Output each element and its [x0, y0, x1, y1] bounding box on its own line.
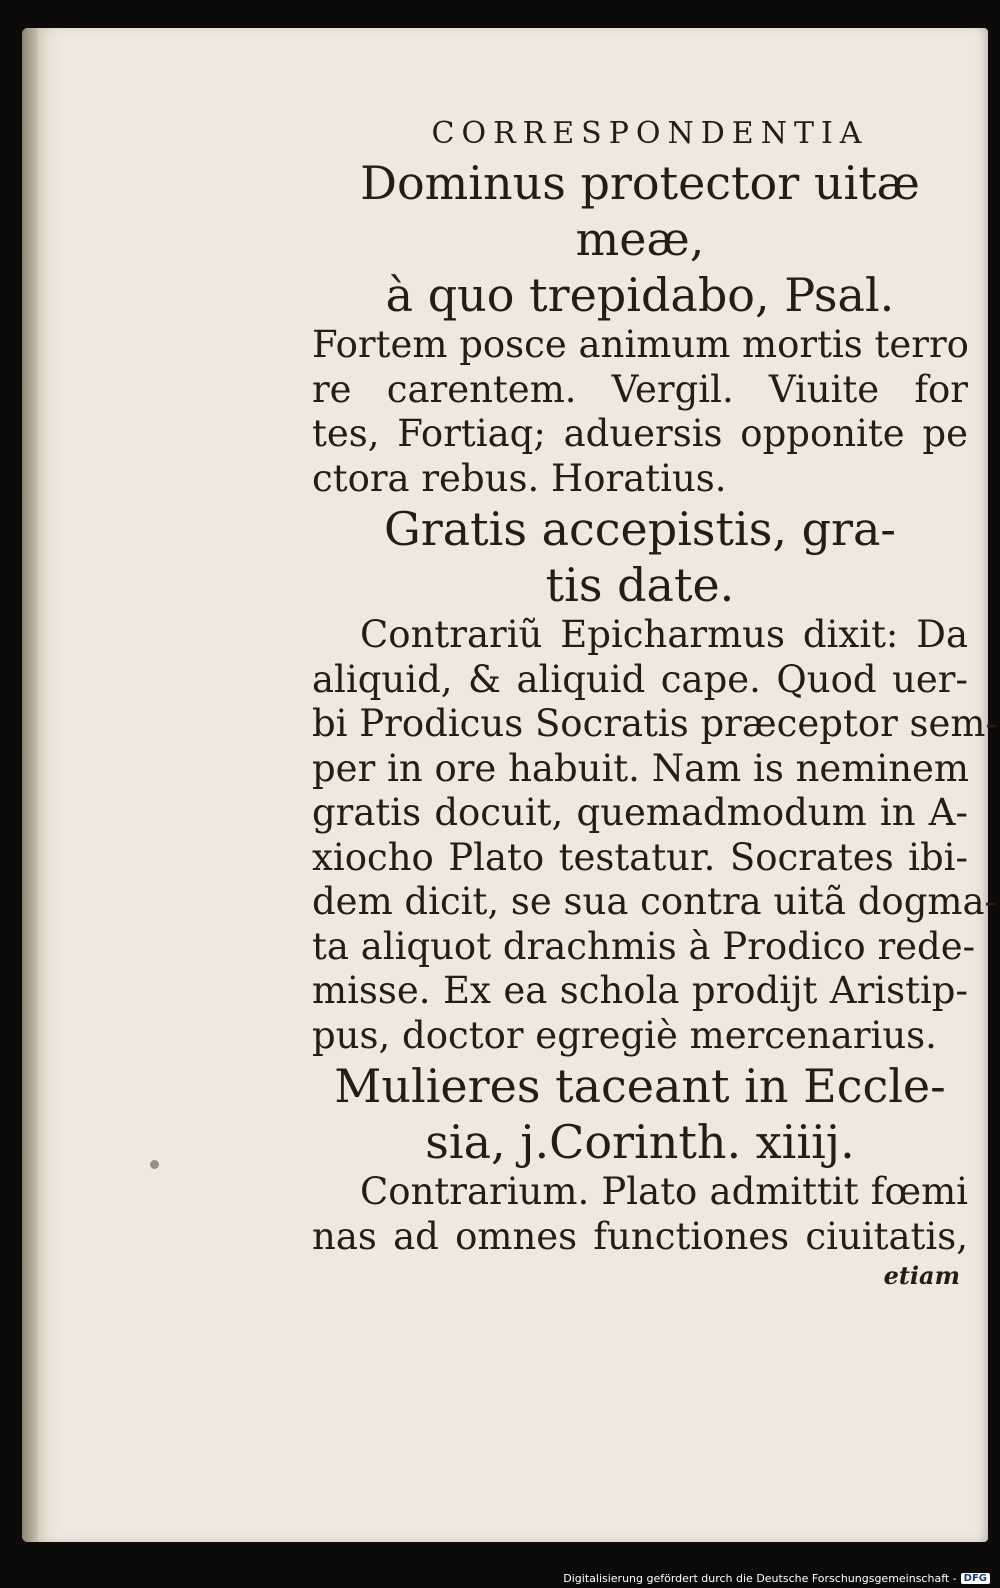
paper-spot — [150, 1160, 159, 1169]
text-line: ctora rebus. Horatius. — [312, 456, 727, 500]
catchword: etiam — [883, 1261, 960, 1290]
credit-text: Digitalisierung gefördert durch die Deutsche Forschungsgemeinschaft - — [563, 1572, 957, 1585]
text-line: dem dicit, se sua contra uitã dogma- — [312, 880, 998, 923]
text-line: Contrarium. Plato admittit fœmi — [360, 1170, 968, 1213]
book-page — [22, 28, 999, 1542]
paragraph-contrariu — [312, 613, 999, 1058]
heading-line: Dominus protector uitæ meæ, — [360, 156, 920, 266]
text-line: misse. Ex ea schola prodijt Aristip- — [312, 969, 968, 1012]
heading-line: tis date. — [545, 558, 735, 612]
text-line: re carentem. Vergil. Viuite for — [312, 367, 968, 411]
heading-gratis — [312, 501, 968, 613]
text-line: pus, doctor egregiè mercenarius. — [312, 1013, 937, 1057]
text-line: bi Prodicus Socratis præceptor sem- — [312, 702, 999, 745]
paragraph-fortem — [312, 323, 968, 501]
digitization-credit — [563, 1572, 990, 1585]
heading-mulieres — [312, 1058, 968, 1170]
paragraph-contrarium — [312, 1170, 968, 1259]
text-line: per in ore habuit. Nam is neminem — [312, 746, 970, 790]
text-line: Contrariũ Epicharmus dixit: Da — [360, 613, 968, 656]
text-line: aliquid, & aliquid cape. Quod uer- — [312, 657, 968, 701]
heading-line: Mulieres taceant in Eccle- — [334, 1059, 946, 1113]
heading-line: sia, j.Corinth. xiiij. — [425, 1115, 855, 1169]
text-line: xiocho Plato testatur. Socrates ibi- — [312, 835, 968, 879]
text-block — [312, 98, 999, 1290]
heading-line: Gratis accepistis, gra- — [384, 502, 896, 556]
text-line: gratis docuit, quemadmodum in A- — [312, 791, 968, 834]
text-line: nas ad omnes functiones ciuitatis, — [312, 1214, 968, 1258]
text-line: tes, Fortiaq; aduersis opponite pe — [312, 412, 968, 455]
heading-line: à quo trepidabo, Psal. — [385, 268, 895, 322]
dfg-logo-icon: DFG — [961, 1573, 990, 1584]
running-head: CORRESPONDENTIA — [431, 116, 869, 151]
text-line: Fortem posce animum mortis terro — [312, 323, 969, 366]
heading-dominus — [312, 155, 968, 323]
text-line: ta aliquot drachmis à Prodico rede- — [312, 924, 976, 968]
page-edge — [22, 28, 38, 1542]
